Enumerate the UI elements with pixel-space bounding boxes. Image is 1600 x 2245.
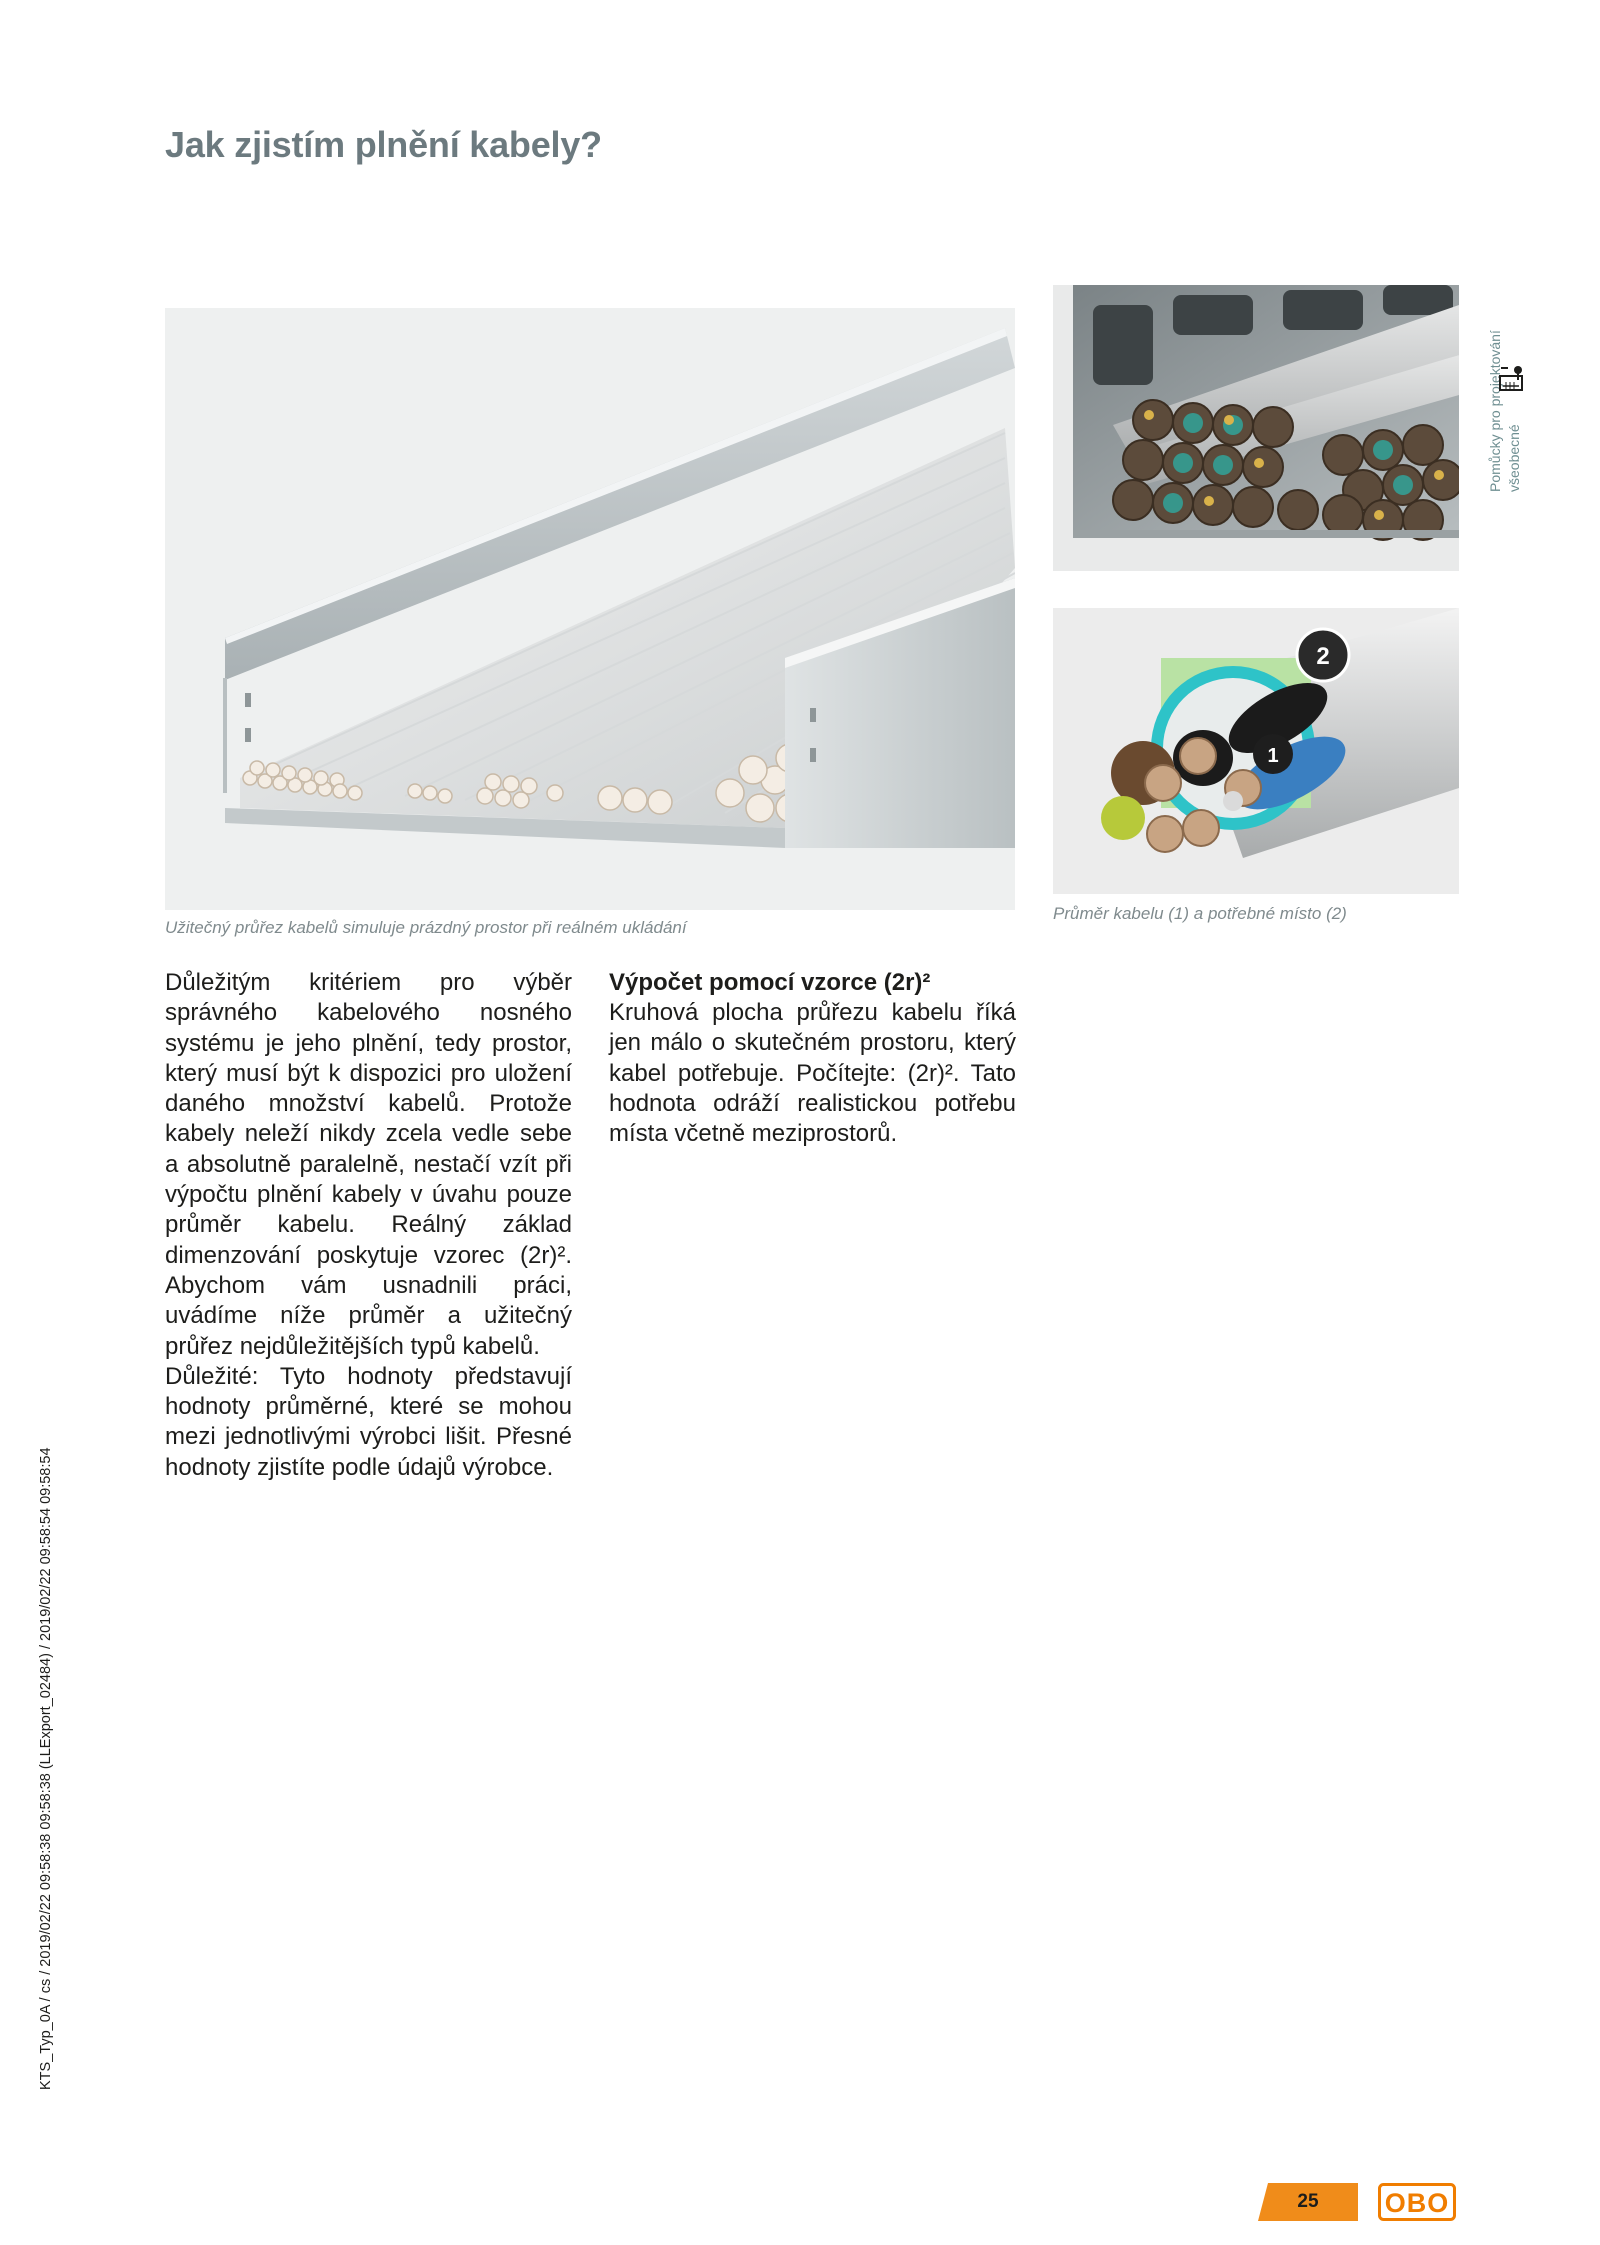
side-tab-line1: Pomůcky pro projektování [1487, 330, 1503, 492]
formula-paragraph: Kruhová plocha průřezu kabelu říká jen málo o skutečném prostoru, který kabel potřebuje. Počítejte: (2r)². Tato hodnota odráží realistickou potřebu místa včetně meziprostorů. [609, 999, 1016, 1148]
marker-1 [1253, 734, 1293, 774]
left-text-column [165, 968, 572, 1483]
print-metadata [38, 1418, 68, 2090]
formula-heading: Výpočet pomocí vzorce (2r)² [609, 969, 931, 996]
marker-2 [1297, 629, 1349, 681]
cable-tray-photo [165, 308, 1015, 910]
svg-text:OBO: OBO [1384, 2188, 1450, 2218]
note-paragraph: Důležité: Tyto hodnoty představují hodnoty průměrné, které se mohou mezi jednotlivými výrobci lišit. Přesné hodnoty zjistíte podle údajů výrobce. [165, 1362, 572, 1481]
side-tab-line2: všeobecné [1506, 424, 1522, 492]
cable-diameter-photo [1053, 608, 1459, 894]
page-number-badge [1258, 2183, 1358, 2221]
page-number: 25 [1297, 2191, 1319, 2212]
svg-text:2: 2 [1316, 643, 1330, 670]
print-metadata-text: KTS_Typ_0A / cs / 2019/02/22 09:58:38 09:58:38 (LLExport_02484) / 2019/02/22 09:58:54 09:58:54 [38, 1447, 54, 2090]
svg-text:1: 1 [1267, 745, 1279, 767]
obo-logo [1378, 2183, 1456, 2221]
tray-photo-caption: Užitečný průřez kabelů simuluje prázdný prostor při reálném ukládání [165, 918, 687, 937]
right-text-column [609, 968, 1016, 1149]
cable-photo-caption: Průměr kabelu (1) a potřebné místo (2) [1053, 904, 1347, 923]
intro-paragraph: Důležitým kritériem pro výběr správného kabelového nosného systému je jeho plnění, tedy prostor, který musí být k dispozici pro uložení daného množství kabelů. Protože kabely neleží nikdy zcela vedle sebe a absolutně paralelně, nestačí vzít při výpočtu plnění kabely v úvahu pouze průměr kabelu. Reálný základ dimenzování poskytuje vzorec (2r)². Abychom vám usnadnili práci, uvádíme níže průměr a užitečný průřez nejdůležitějších typů kabelů. [165, 969, 572, 1360]
cable-trunking-photo [1053, 285, 1459, 571]
section-side-tab [1486, 112, 1532, 492]
planning-tools-icon [1497, 362, 1527, 396]
page-title: Jak zjistím plnění kabely? [165, 124, 602, 165]
